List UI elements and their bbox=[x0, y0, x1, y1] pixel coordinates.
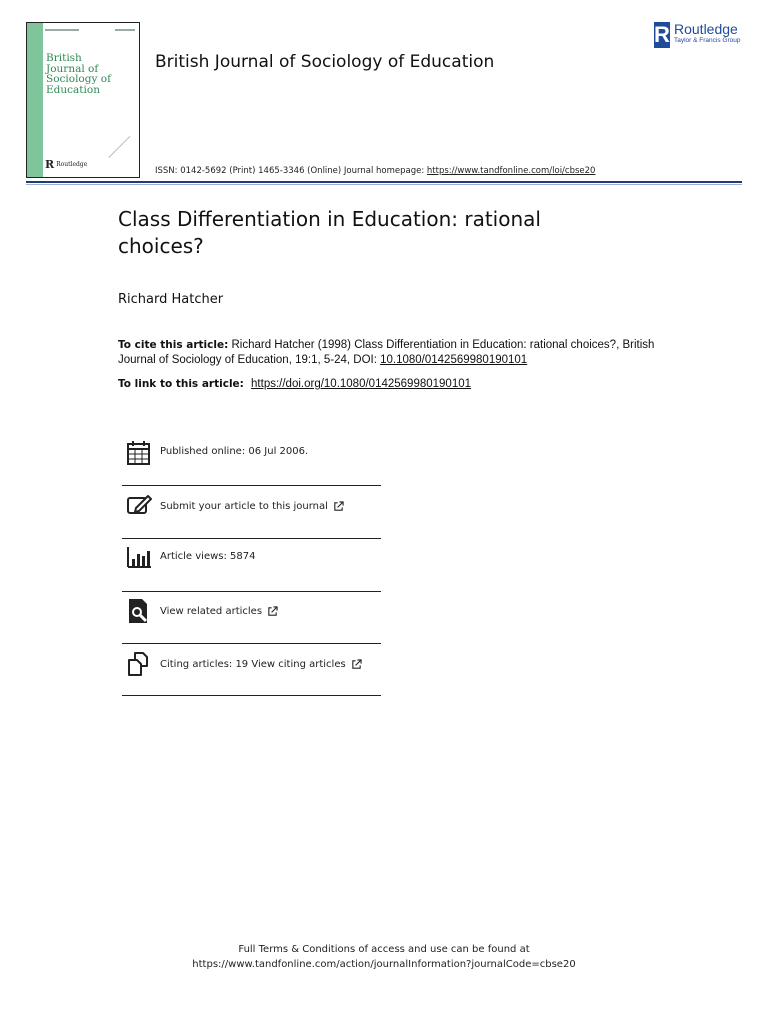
cover-title-line: British bbox=[46, 52, 82, 64]
related-articles-label: View related articles bbox=[160, 606, 263, 617]
cover-title-line: Sociology of bbox=[46, 73, 111, 85]
publisher-name: Routledge bbox=[674, 21, 738, 37]
info-separator bbox=[122, 695, 381, 696]
edit-icon bbox=[126, 493, 152, 519]
external-link-icon bbox=[351, 659, 362, 670]
journal-cover-image bbox=[26, 22, 140, 178]
cover-publisher-logo: R Routledge bbox=[45, 158, 88, 171]
issn-text: ISSN: 0142-5692 (Print) 1465-3346 (Online) Journal homepage: bbox=[155, 166, 427, 176]
publisher-logo[interactable] bbox=[654, 22, 740, 48]
article-author: Richard Hatcher bbox=[118, 292, 224, 307]
cover-stripe bbox=[27, 23, 43, 177]
cite-text: Richard Hatcher (1998) Class Differentiation in Education: rational choices?, British Journal of Sociology of Education, 19:1, 5-24, DOI: bbox=[118, 339, 655, 366]
citing-articles-link[interactable] bbox=[160, 659, 362, 670]
doi-link[interactable]: 10.1080/0142569980190101 bbox=[380, 354, 528, 366]
info-separator bbox=[122, 591, 381, 592]
header-divider bbox=[26, 181, 742, 183]
cover-title bbox=[46, 53, 111, 95]
calendar-icon bbox=[126, 440, 152, 466]
info-separator bbox=[122, 485, 381, 486]
terms-footer-text: Full Terms & Conditions of access and use can be found at bbox=[238, 944, 530, 955]
submit-article-link[interactable] bbox=[160, 501, 344, 512]
link-label: To link to this article: bbox=[118, 378, 248, 390]
info-separator bbox=[122, 538, 381, 539]
routledge-logo-icon: R bbox=[654, 22, 670, 47]
cover-publisher-name: Routledge bbox=[56, 161, 88, 168]
cover-title-line: Education bbox=[46, 83, 100, 96]
article-title: Class Differentiation in Education: rational choices? bbox=[118, 207, 541, 258]
external-link-icon bbox=[267, 606, 278, 617]
cover-corner-stamp bbox=[108, 136, 140, 178]
citation-block bbox=[118, 338, 678, 368]
issn-line bbox=[155, 166, 595, 176]
terms-footer bbox=[0, 942, 768, 972]
related-articles-link[interactable] bbox=[160, 606, 278, 617]
cite-label: To cite this article: bbox=[118, 339, 229, 351]
cover-topline bbox=[45, 29, 135, 33]
publisher-subtitle: Taylor & Francis Group bbox=[674, 37, 741, 44]
published-date: Published online: 06 Jul 2006. bbox=[160, 446, 309, 457]
journal-homepage-link[interactable]: https://www.tandfonline.com/loi/cbse20 bbox=[426, 166, 596, 176]
citing-documents-icon bbox=[126, 651, 152, 677]
bar-chart-icon bbox=[126, 545, 152, 571]
article-views: Article views: 5874 bbox=[160, 551, 256, 562]
header-divider-thin bbox=[26, 184, 742, 185]
info-separator bbox=[122, 643, 381, 644]
article-link-line bbox=[118, 377, 471, 390]
submit-article-label: Submit your article to this journal bbox=[160, 501, 328, 512]
journal-title: British Journal of Sociology of Education bbox=[155, 52, 495, 72]
cover-title-line: Journal of bbox=[46, 62, 99, 75]
article-doi-url[interactable]: https://doi.org/10.1080/0142569980190101 bbox=[251, 378, 472, 390]
citing-articles-label: Citing articles: 19 View citing articles bbox=[160, 659, 346, 670]
terms-footer-url[interactable]: https://www.tandfonline.com/action/journalInformation?journalCode=cbse20 bbox=[192, 959, 576, 970]
document-search-icon bbox=[126, 598, 152, 624]
external-link-icon bbox=[333, 501, 344, 512]
